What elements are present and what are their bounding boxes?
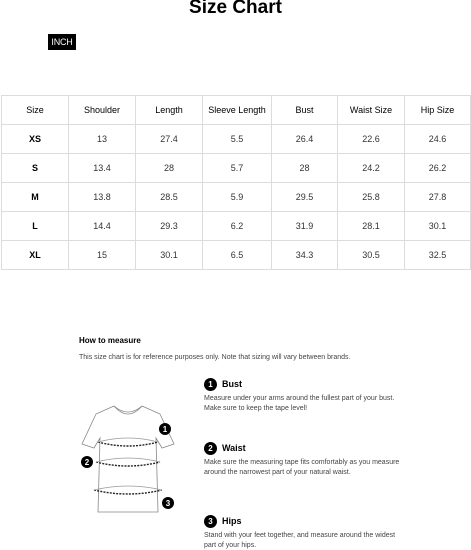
size-cell: M <box>2 183 69 212</box>
table-cell: 28.5 <box>136 183 203 212</box>
step-title: Hips <box>222 516 242 526</box>
table-row <box>2 154 471 183</box>
table-cell: 30.1 <box>405 212 471 241</box>
how-to-measure-section <box>79 336 409 361</box>
marker-3-label: 3 <box>165 499 171 508</box>
table-cell: 24.6 <box>405 125 471 154</box>
table-cell: 25.8 <box>338 183 405 212</box>
table-cell: 28 <box>272 154 338 183</box>
step-bust <box>204 377 404 413</box>
step-title: Bust <box>222 379 242 389</box>
size-cell: XS <box>2 125 69 154</box>
table-cell: 13 <box>69 125 136 154</box>
step-title: Waist <box>222 443 246 453</box>
table-cell: 30.1 <box>136 241 203 270</box>
step-number-badge: 1 <box>204 378 217 391</box>
how-to-heading: How to measure <box>79 336 141 345</box>
table-cell: 28.1 <box>338 212 405 241</box>
table-cell: 6.5 <box>203 241 272 270</box>
table-cell: 6.2 <box>203 212 272 241</box>
table-cell: 5.9 <box>203 183 272 212</box>
step-description: Stand with your feet together, and measure around the widest part of your hips. <box>204 532 396 549</box>
header-shoulder: Shoulder <box>69 96 136 125</box>
header-length: Length <box>136 96 203 125</box>
t-shirt-diagram-icon <box>76 400 180 520</box>
table-cell: 32.5 <box>405 241 471 270</box>
header-bust: Bust <box>272 96 338 125</box>
header-hip-size: Hip Size <box>405 96 471 125</box>
table-row <box>2 183 471 212</box>
table-cell: 27.4 <box>136 125 203 154</box>
table-cell: 24.2 <box>338 154 405 183</box>
table-cell: 30.5 <box>338 241 405 270</box>
size-cell: S <box>2 154 69 183</box>
illustration-marker-2 <box>81 456 93 468</box>
illustration-marker-3 <box>162 497 174 509</box>
table-row <box>2 241 471 270</box>
table-cell: 5.5 <box>203 125 272 154</box>
step-number-badge: 2 <box>204 442 217 455</box>
step-description: Make sure the measuring tape fits comfortably as you measure around the narrowest part of your natural waist. <box>204 459 400 476</box>
size-cell: L <box>2 212 69 241</box>
reference-note: This size chart is for reference purposes only. Note that sizing will vary between brands. <box>79 354 351 361</box>
step-waist <box>204 441 404 477</box>
table-cell: 29.5 <box>272 183 338 212</box>
header-waist-size: Waist Size <box>338 96 405 125</box>
header-sleeve-length: Sleeve Length <box>203 96 272 125</box>
table-cell: 14.4 <box>69 212 136 241</box>
size-table <box>1 95 471 270</box>
table-cell: 26.2 <box>405 154 471 183</box>
step-description: Measure under your arms around the fullest part of your bust. Make sure to keep the tape level! <box>204 395 395 412</box>
table-cell: 31.9 <box>272 212 338 241</box>
size-cell: XL <box>2 241 69 270</box>
table-cell: 27.8 <box>405 183 471 212</box>
table-cell: 5.7 <box>203 154 272 183</box>
step-hips <box>204 514 404 550</box>
illustration-marker-1 <box>159 423 171 435</box>
step-number-badge: 3 <box>204 515 217 528</box>
table-cell: 13.8 <box>69 183 136 212</box>
table-row <box>2 125 471 154</box>
table-row <box>2 212 471 241</box>
table-cell: 26.4 <box>272 125 338 154</box>
marker-1-label: 1 <box>162 425 168 434</box>
table-cell: 34.3 <box>272 241 338 270</box>
page-title: Size Chart <box>189 0 282 18</box>
header-size: Size <box>2 96 69 125</box>
marker-2-label: 2 <box>84 458 90 467</box>
table-cell: 28 <box>136 154 203 183</box>
table-cell: 15 <box>69 241 136 270</box>
table-cell: 13.4 <box>69 154 136 183</box>
unit-badge: INCH <box>48 34 76 50</box>
table-cell: 29.3 <box>136 212 203 241</box>
table-cell: 22.6 <box>338 125 405 154</box>
table-header-row <box>2 96 471 125</box>
